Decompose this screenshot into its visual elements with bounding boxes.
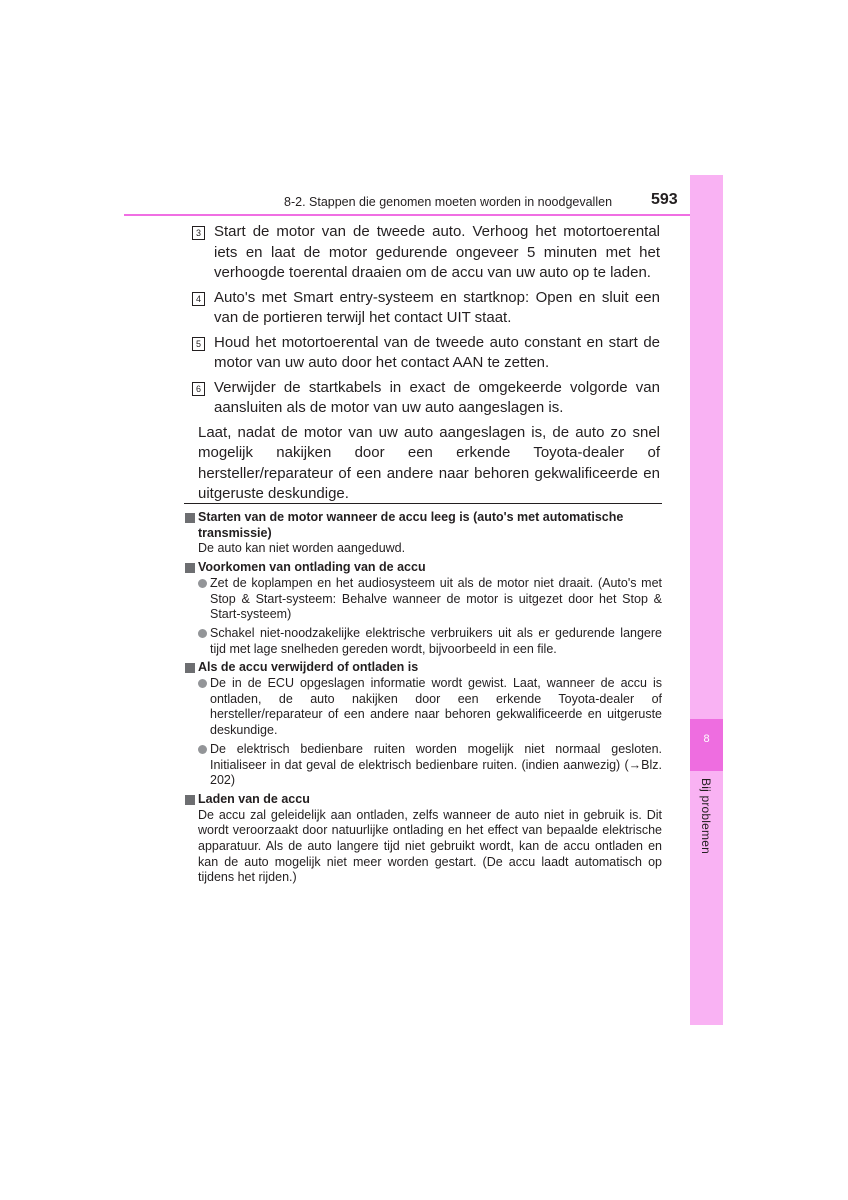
note-heading-text: Voorkomen van ontlading van de accu bbox=[198, 560, 426, 575]
step-text: Start de motor van de tweede auto. Verhoog het motortoerental iets en laat de motor gedurende ongeveer 5 minuten met het verhoogde toerental draaien om de accu van uw auto op te laden. bbox=[214, 223, 660, 281]
note-bullet bbox=[184, 742, 662, 789]
note-heading-text: Laden van de accu bbox=[198, 791, 310, 806]
circle-bullet-icon bbox=[198, 629, 207, 638]
chapter-number: 8 bbox=[703, 733, 710, 745]
note-heading bbox=[184, 560, 662, 576]
step-number: 4 bbox=[192, 292, 205, 306]
note-body: De auto kan niet worden aangeduwd. bbox=[198, 541, 406, 556]
chapter-side-tab bbox=[690, 175, 723, 1025]
step-item bbox=[192, 378, 660, 419]
bullet-text: De in de ECU opgeslagen informatie wordt gewist. Laat, wanneer de accu is ontladen, de auto nakijken door een erkende Toyota-dealer of hersteller/reparateur of een andere naar behoren gekwalificeerde en uitgeruste deskundige. bbox=[210, 676, 662, 738]
step-item bbox=[192, 333, 660, 374]
step-item bbox=[192, 222, 660, 284]
section-header: 8-2. Stappen die genomen moeten worden in noodgevallen bbox=[284, 195, 613, 209]
note-bullet bbox=[184, 676, 662, 739]
circle-bullet-icon bbox=[198, 579, 207, 588]
notes-divider bbox=[184, 503, 662, 504]
circle-bullet-icon bbox=[198, 745, 207, 754]
step-text: Auto's met Smart entry-systeem en startknop: Open en sluit een van de portieren terwijl het contact UIT staat. bbox=[214, 288, 660, 326]
note-heading-text: Als de accu verwijderd of ontladen is bbox=[198, 660, 419, 675]
bullet-text: Schakel niet-noodzakelijke elektrische verbruikers uit als er gedurende langere tijd met lage snelheden gereden wordt, bijvoorbeeld in een file. bbox=[210, 625, 662, 656]
after-steps-paragraph: Laat, nadat de motor van uw auto aangeslagen is, de auto zo snel mogelijk nakijken door een erkende Toyota-dealer of hersteller/reparateur of een andere naar behoren gekwalificeerde en uitgeruste deskundige. bbox=[198, 423, 660, 502]
note-heading bbox=[184, 660, 662, 676]
square-bullet-icon bbox=[185, 663, 195, 673]
note-heading bbox=[184, 792, 662, 808]
step-number: 6 bbox=[192, 382, 205, 396]
bullet-text: Zet de koplampen en het audiosysteem uit als de motor niet draait. (Auto's met Stop & Start-systeem: Behalve wanneer de motor is uitgezet door het Stop & Start-systeem) bbox=[210, 575, 662, 622]
procedure-steps bbox=[192, 222, 660, 505]
square-bullet-icon bbox=[185, 563, 195, 573]
step-item bbox=[192, 288, 660, 329]
step-text: Verwijder de startkabels in exact de omgekeerde volgorde van aansluiten als de motor van uw auto aangeslagen is. bbox=[214, 378, 660, 416]
step-text: Houd het motortoerental van de tweede auto constant en start de motor van uw auto door het contact AAN te zetten. bbox=[214, 333, 660, 371]
step-number: 5 bbox=[192, 337, 205, 351]
chapter-title: Bij problemen bbox=[699, 778, 713, 854]
header-rule bbox=[124, 214, 723, 216]
square-bullet-icon bbox=[185, 795, 195, 805]
circle-bullet-icon bbox=[198, 679, 207, 688]
note-bullet bbox=[184, 576, 662, 623]
note-body: De accu zal geleidelijk aan ontladen, zelfs wanneer de auto niet in gebruik is. Dit wordt veroorzaakt door natuurlijke ontlading en het effect van bepaalde elektrische apparatuur. Als de auto langere tijd niet gebruikt wordt, kan de accu ontladen en kan de auto mogelijk niet meer worden gestart. (De accu laadt automatisch op tijdens het rijden.) bbox=[198, 807, 662, 885]
chapter-number-box bbox=[690, 719, 723, 771]
step-number: 3 bbox=[192, 226, 205, 240]
bullet-text: De elektrisch bedienbare ruiten worden mogelijk niet normaal gesloten. Initialiseer in dat geval de elektrisch bedienbare ruiten. (indien aanwezig) (→Blz. 202) bbox=[210, 741, 662, 788]
notes-section bbox=[184, 510, 662, 889]
square-bullet-icon bbox=[185, 513, 195, 523]
page-number: 593 bbox=[651, 191, 678, 208]
note-heading-text: Starten van de motor wanneer de accu leeg is (auto's met automatische transmissie) bbox=[198, 510, 624, 540]
note-heading bbox=[184, 510, 662, 541]
note-bullet bbox=[184, 626, 662, 657]
